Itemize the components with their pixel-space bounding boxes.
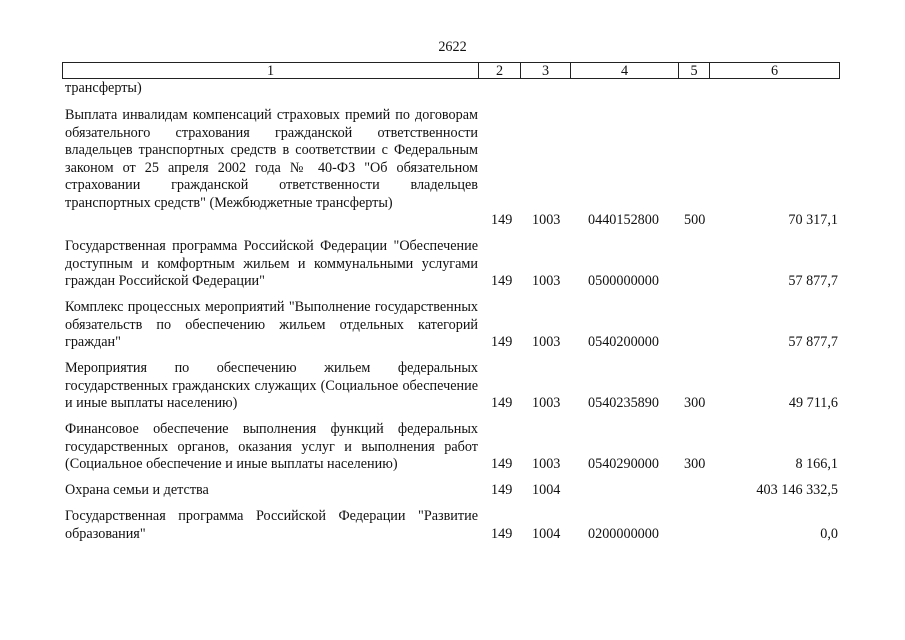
row-target-code: 0540235890 [588,395,659,412]
table-row [0,360,905,413]
header-col-4: 4 [570,62,678,79]
row-expense-type: 500 [684,212,706,229]
row-section-code: 1003 [532,334,561,351]
row-target-code: 0200000000 [588,526,659,543]
row-section-code: 1004 [532,526,561,543]
row-description: трансферты) [65,80,142,96]
row-ministry-code: 149 [491,482,513,499]
row-target-code: 0440152800 [588,212,659,229]
row-ministry-code: 149 [491,526,513,543]
row-description: Охрана семьи и детства [65,482,209,498]
row-description: Государственная программа Российской Федерации "Развитие образования" [65,508,478,542]
row-ministry-code: 149 [491,334,513,351]
table-row [0,482,905,500]
row-amount: 403 146 332,5 [756,482,838,499]
table-row [0,508,905,544]
row-amount: 49 711,6 [788,395,838,412]
row-ministry-code: 149 [491,273,513,290]
row-expense-type: 300 [684,395,706,412]
page-number: 2622 [438,39,467,55]
row-amount: 8 166,1 [795,456,838,473]
table-row [0,299,905,352]
header-col-2: 2 [478,62,520,79]
table-row [0,107,905,230]
row-section-code: 1003 [532,456,561,473]
header-col-6: 6 [709,62,840,79]
header-col-3: 3 [520,62,570,79]
row-ministry-code: 149 [491,212,513,229]
table-row [0,80,905,98]
row-ministry-code: 149 [491,395,513,412]
row-amount: 57 877,7 [788,273,838,290]
row-amount: 57 877,7 [788,334,838,351]
row-target-code: 0500000000 [588,273,659,290]
row-description: Государственная программа Российской Федерации "Обеспечение доступным и комфортным жильем и коммунальными услугами граждан Российской Федерации" [65,238,478,290]
header-col-5: 5 [678,62,709,79]
header-col-1: 1 [62,62,478,79]
row-target-code: 0540200000 [588,334,659,351]
row-description: Выплата инвалидам компенсаций страховых премий по договорам обязательного страхования гражданской ответственности владельцев транспортных средств в соответствии с Федеральным законом от 25 апреля 2002 года № 40-ФЗ "Об обязательном страховании гражданской ответственности владельцев транспортных средств" (Межбюджетные трансферты) [65,107,478,211]
row-section-code: 1004 [532,482,561,499]
row-expense-type: 300 [684,456,706,473]
row-section-code: 1003 [532,395,561,412]
table-row [0,421,905,474]
row-amount: 0,0 [820,526,838,543]
row-description: Мероприятия по обеспечению жильем федеральных государственных гражданских служащих (Социальное обеспечение и иные выплаты населению) [65,360,478,412]
row-target-code: 0540290000 [588,456,659,473]
row-description: Комплекс процессных мероприятий "Выполнение государственных обязательств по обеспечению жильем отдельных категорий граждан" [65,299,478,351]
row-section-code: 1003 [532,212,561,229]
row-section-code: 1003 [532,273,561,290]
row-amount: 70 317,1 [788,212,838,229]
row-ministry-code: 149 [491,456,513,473]
table-row [0,238,905,291]
row-description: Финансовое обеспечение выполнения функций федеральных государственных органов, оказания услуг и выполнения работ (Социальное обеспечение и иные выплаты населению) [65,421,478,473]
